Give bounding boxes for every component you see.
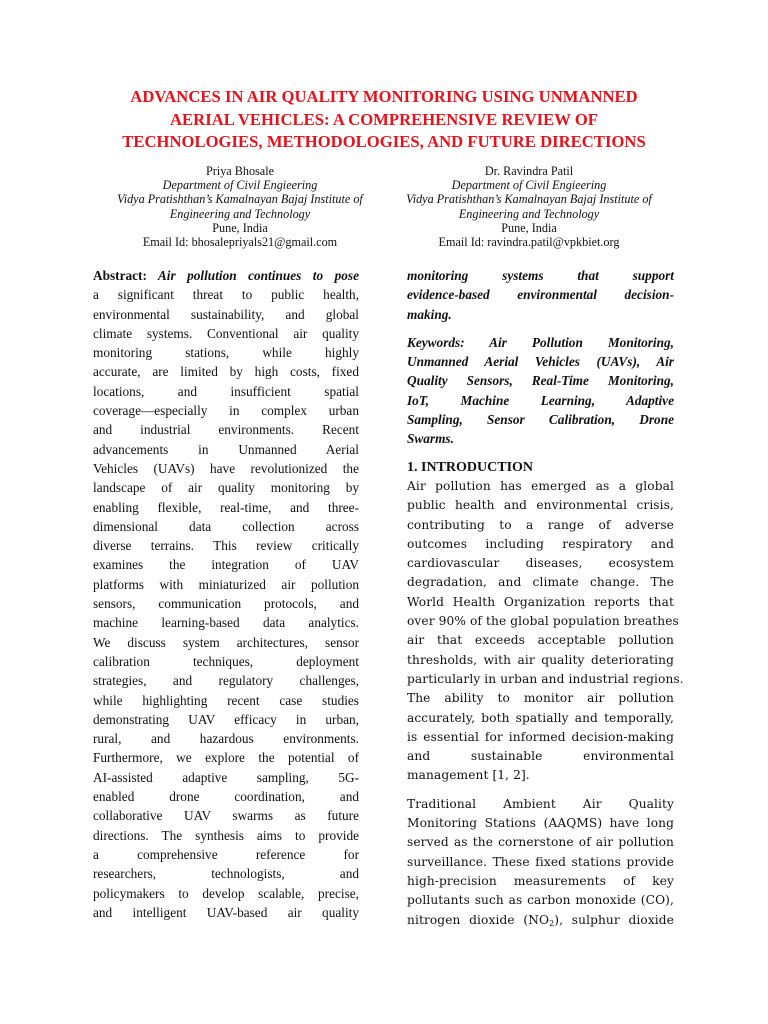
abstract-line: collaborative UAV swarms as future: [93, 808, 359, 824]
keywords-line: IoT, Machine Learning, Adaptive: [407, 392, 674, 408]
intro-line: air that exceeds acceptable pollution: [407, 633, 674, 648]
abstract-line: dimensional data collection across: [93, 518, 359, 534]
abstract-line: strategies, and regulatory challenges,: [93, 673, 359, 689]
author-institute: Vidya Pratishthan’s Kamalnayan Bajaj Institute of: [117, 192, 363, 207]
keywords-line: Unmanned Aerial Vehicles (UAVs), Air: [407, 354, 674, 370]
intro-line: [407, 911, 674, 930]
intro-line: thresholds, with air quality deteriorating: [407, 652, 674, 667]
author-block-1: [95, 164, 385, 249]
right-column: [407, 266, 684, 930]
abstract-label: Abstract:: [93, 268, 147, 283]
abstract-line: locations, and insufficient spatial: [93, 383, 359, 399]
author-institute: Engineering and Technology: [169, 206, 311, 221]
abstract-line: Furthermore, we explore the potential of: [93, 750, 359, 766]
abstract-line: accurate, are limited by high costs, fixed: [93, 364, 359, 380]
abstract-line: We discuss system architectures, sensor: [93, 634, 359, 650]
intro-line: over 90% of the global population breathes: [407, 614, 679, 629]
intro-line: pollutants such as carbon monoxide (CO),: [407, 893, 674, 908]
author-name: Priya Bhosale: [205, 164, 275, 178]
keywords: [407, 333, 674, 449]
abstract-line: rural, and hazardous environments.: [93, 731, 359, 747]
abstract: [93, 266, 359, 922]
author-institute: Engineering and Technology: [458, 206, 600, 221]
abstract-line: AI-assisted adaptive sampling, 5G-: [93, 769, 359, 785]
keywords-line: Sampling, Sensor Calibration, Drone: [407, 412, 674, 428]
abstract-body: [93, 285, 359, 922]
spacer: [407, 786, 674, 795]
intro-line: Traditional Ambient Air Quality: [407, 796, 674, 811]
intro-line: is essential for informed decision-making: [407, 729, 674, 744]
intro-line: public health and environmental crisis,: [407, 498, 674, 513]
abstract-text: Air pollution continues to pose: [157, 268, 359, 283]
keywords-line: Swarms.: [407, 431, 454, 447]
abstract-line: policymakers to develop scalable, precise,: [93, 885, 359, 901]
author-email: Email Id: ravindra.patil@vpkbiet.org: [438, 235, 620, 250]
abstract-line: diverse terrains. This review critically: [93, 538, 359, 554]
intro-line: cardiovascular diseases, ecosystem: [407, 556, 674, 571]
abstract-line: climate systems. Conventional air quality: [93, 325, 359, 341]
intro-line: surveillance. These fixed stations provide: [407, 854, 674, 869]
abstract-line: evidence-based environmental decision-: [407, 287, 674, 303]
abstract-line: environmental sustainability, and global: [93, 306, 359, 322]
paper-title: [60, 86, 708, 154]
subscript: 2: [549, 918, 555, 928]
author-email: Email Id: bhosalepriyals21@gmail.com: [142, 235, 338, 250]
abstract-line: platforms with miniaturized air pollution: [93, 576, 359, 592]
author-location: Pune, India: [212, 220, 268, 235]
spacer: [407, 449, 674, 458]
abstract-line: demonstrating UAV efficacy in urban,: [93, 711, 359, 727]
abstract-line: a comprehensive reference for: [93, 846, 359, 862]
intro-line: Air pollution has emerged as a global: [407, 478, 674, 493]
abstract-line: Vehicles (UAVs) have revolutionized the: [93, 460, 359, 476]
abstract-line: directions. The synthesis aims to provide: [93, 827, 359, 843]
abstract-line: a significant threat to public health,: [93, 287, 359, 303]
intro-paragraph-2: [407, 795, 674, 911]
abstract-continued: [407, 266, 674, 324]
keywords-line: Quality Sensors, Real-Time Monitoring,: [407, 373, 674, 389]
author-department: Department of Civil Engieering: [451, 178, 607, 193]
abstract-line: landscape of air quality monitoring by: [93, 480, 359, 496]
abstract-line: machine learning-based data analytics.: [93, 615, 359, 631]
intro-line: The ability to monitor air pollution: [407, 691, 674, 706]
abstract-line: advancements in Unmanned Aerial: [93, 441, 359, 457]
abstract-line: enabling flexible, real-time, and three-: [93, 499, 359, 515]
abstract-line: examines the integration of UAV: [93, 557, 359, 573]
intro-text: ), sulphur dioxide: [554, 912, 674, 927]
author-name: Dr. Ravindra Patil: [484, 164, 574, 178]
intro-line: management [1, 2].: [407, 768, 530, 783]
keywords-line: Keywords: Air Pollution Monitoring,: [407, 334, 674, 350]
intro-line: degradation, and climate change. The: [407, 575, 674, 590]
intro-line: high-precision measurements of key: [407, 873, 674, 888]
intro-line: served as the cornerstone of air pollution: [407, 835, 674, 850]
intro-paragraph-2-tail: [407, 911, 674, 930]
abstract-line: while highlighting recent case studies: [93, 692, 359, 708]
abstract-line: monitoring stations, while highly: [93, 345, 359, 361]
intro-line: accurately, both spatially and temporally,: [407, 710, 674, 725]
intro-line: particularly in urban and industrial regions.: [407, 671, 684, 686]
author-block-2: [384, 164, 674, 249]
title-line: TECHNOLOGIES, METHODOLOGIES, AND FUTURE DIRECTIONS: [122, 132, 646, 151]
author-location: Pune, India: [501, 220, 557, 235]
spacer: [407, 324, 674, 333]
abstract-line: [93, 266, 359, 285]
abstract-line: coverage—especially in complex urban: [93, 403, 359, 419]
abstract-line: and intelligent UAV-based air quality: [93, 904, 359, 920]
abstract-line: monitoring systems that support: [407, 268, 674, 283]
author-department: Department of Civil Engieering: [162, 178, 318, 193]
abstract-line: enabled drone coordination, and: [93, 789, 359, 805]
abstract-line: and industrial environments. Recent: [93, 422, 359, 438]
intro-line: contributing to a range of adverse: [407, 517, 674, 532]
author-institute: Vidya Pratishthan’s Kamalnayan Bajaj Institute of: [406, 192, 652, 207]
abstract-line: sensors, communication protocols, and: [93, 596, 359, 612]
title-line: ADVANCES IN AIR QUALITY MONITORING USING UNMANNED: [130, 87, 638, 106]
abstract-line: researchers, technologists, and: [93, 866, 359, 882]
intro-paragraph-1: [407, 477, 684, 786]
intro-line: outcomes including respiratory and: [407, 536, 674, 551]
intro-text: nitrogen dioxide (NO: [407, 912, 550, 927]
title-line: AERIAL VEHICLES: A COMPREHENSIVE REVIEW OF: [170, 109, 598, 129]
section-heading-introduction: 1. INTRODUCTION: [407, 459, 534, 475]
intro-line: World Health Organization reports that: [407, 594, 674, 609]
intro-line: and sustainable environmental: [407, 749, 674, 764]
abstract-line: calibration techniques, deployment: [93, 653, 359, 669]
intro-line: Monitoring Stations (AAQMS) have long: [407, 816, 674, 831]
abstract-line: making.: [407, 306, 452, 322]
